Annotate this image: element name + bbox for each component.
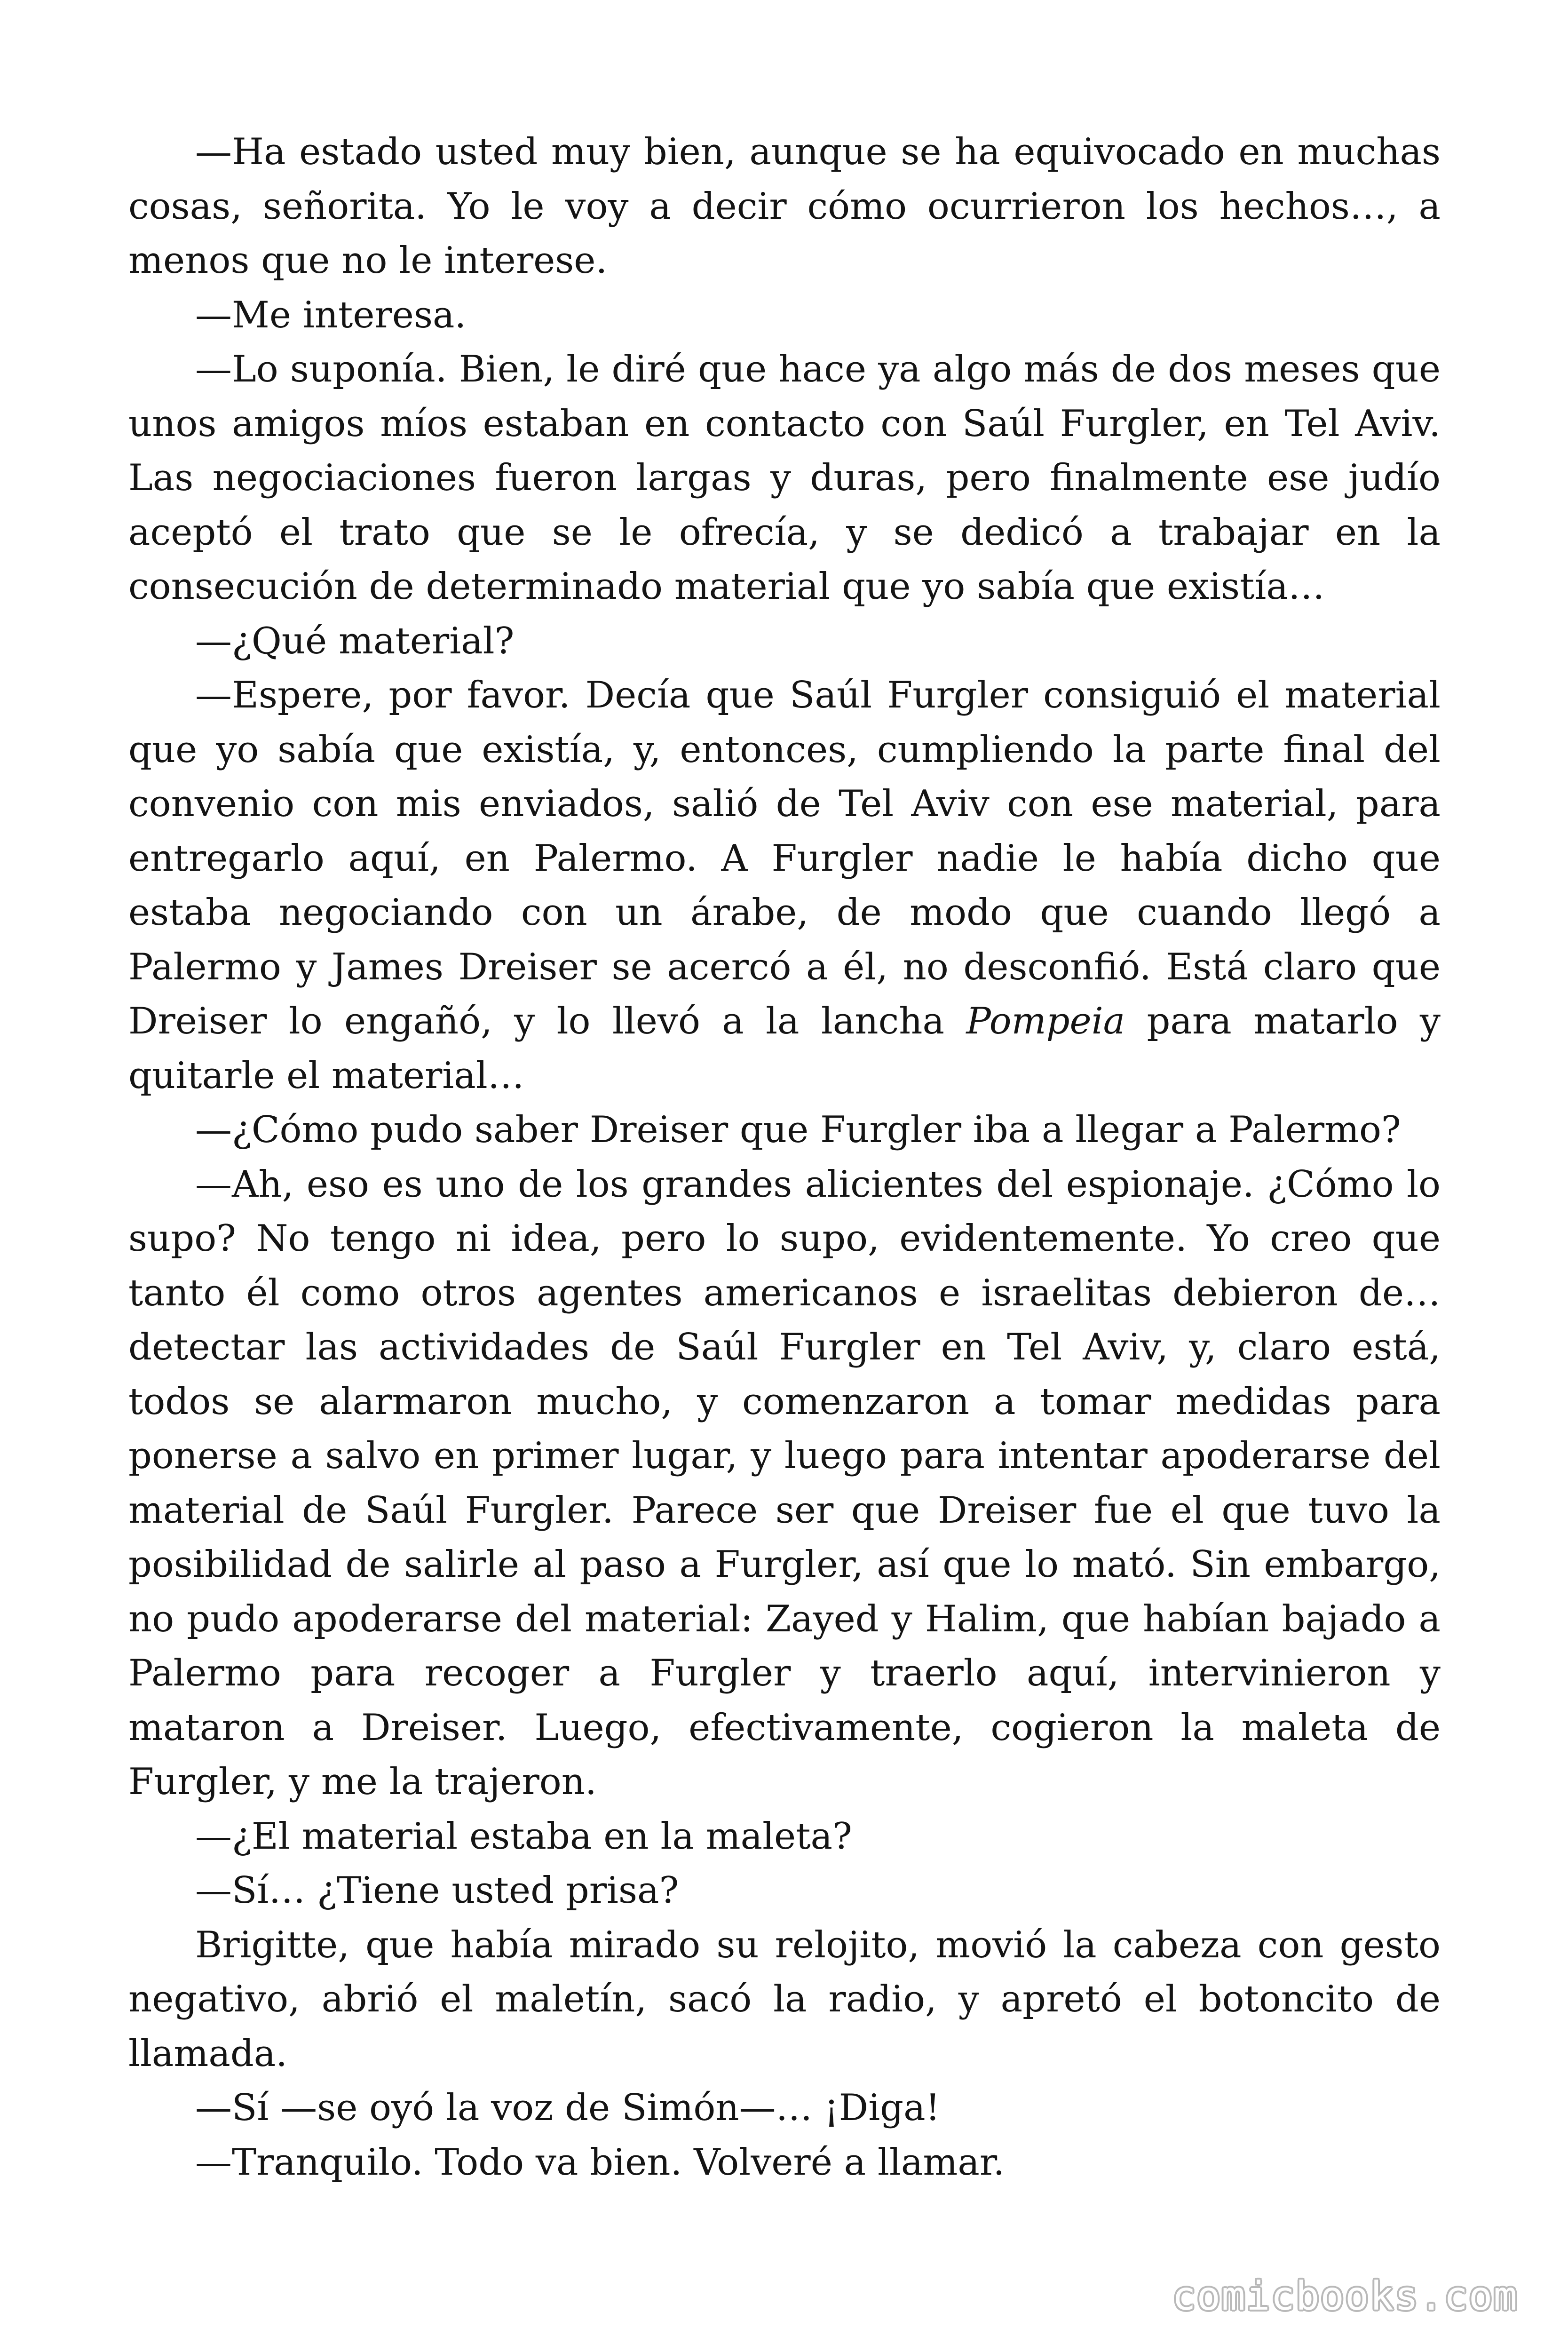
book-page xyxy=(128,125,1441,2190)
paragraph xyxy=(128,2081,1441,2136)
paragraph-text: —Sí… ¿Tiene usted prisa? xyxy=(195,1869,679,1912)
paragraph-text: —¿Qué material? xyxy=(195,620,515,662)
paragraph xyxy=(128,1158,1441,1810)
paragraph-text: para matarlo y quitarle el material… xyxy=(128,1000,1441,1097)
paragraph-text: —Ha estado usted muy bien, aunque se ha equivocado en muchas cosas, señorita. Yo le voy a decir cómo ocurrieron los hechos…, a menos que no le interese. xyxy=(128,131,1441,282)
paragraph xyxy=(128,1918,1441,2082)
paragraph-text: —Sí —se oyó la voz de Simón—… ¡Diga! xyxy=(195,2087,940,2129)
paragraph xyxy=(128,125,1441,288)
paragraph xyxy=(128,288,1441,343)
paragraph-text: —¿El material estaba en la maleta? xyxy=(195,1815,852,1858)
paragraph xyxy=(128,2136,1441,2190)
paragraph xyxy=(128,668,1441,1103)
paragraph-text: —Espere, por favor. Decía que Saúl Furgler consiguió el material que yo sabía que existía, y, entonces, cumpliendo la parte final del convenio con mis enviados, salió de Tel Aviv con ese material, para entregarlo aquí, en Palermo. A Furgler nadie le había dicho que estaba negociando con un árabe, de modo que cuando llegó a Palermo y James Dreiser se acercó a él, no desconfió. Está claro que Dreiser lo engañó, y lo llevó a la lancha xyxy=(128,674,1441,1042)
paragraph-text: —Ah, eso es uno de los grandes alicientes del espionaje. ¿Cómo lo supo? No tengo ni idea, pero lo supo, evidentemente. Yo creo que tanto él como otros agentes americanos e israelitas debieron de… detectar las actividades de Saúl Furgler en Tel Aviv, y, claro está, todos se alarmaron mucho, y comenzaron a tomar medidas para ponerse a salvo en primer lugar, y luego para intentar apoderarse del material de Saúl Furgler. Parece ser que Dreiser fue el que tuvo la posibilidad de salirle al paso a Furgler, así que lo mató. Sin embargo, no pudo apoderarse del material: Zayed y Halim, que habían bajado a Palermo para recoger a Furgler y traerlo aquí, intervinieron y mataron a Dreiser. Luego, efectivamente, cogieron la maleta de Furgler, y me la trajeron. xyxy=(128,1163,1441,1803)
paragraph xyxy=(128,342,1441,614)
paragraph-text: —¿Cómo pudo saber Dreiser que Furgler iba a llegar a Palermo? xyxy=(195,1109,1401,1151)
paragraph-text: —Lo suponía. Bien, le diré que hace ya algo más de dos meses que unos amigos míos estaban en contacto con Saúl Furgler, en Tel Aviv. Las negociaciones fueron largas y duras, pero finalmente ese judío aceptó el trato que se le ofrecía, y se dedicó a trabajar en la consecución de determinado material que yo sabía que existía… xyxy=(128,348,1441,608)
paragraph xyxy=(128,1103,1441,1158)
paragraph xyxy=(128,1810,1441,1864)
watermark: comicbooks.com xyxy=(1172,2273,1518,2319)
boat-name-italic: Pompeia xyxy=(966,1000,1125,1042)
paragraph-text: —Me interesa. xyxy=(195,294,467,336)
paragraph xyxy=(128,614,1441,669)
paragraph xyxy=(128,1864,1441,1918)
paragraph-text: Brigitte, que había mirado su relojito, movió la cabeza con gesto negativo, abrió el maletín, sacó la radio, y apretó el botoncito de llamada. xyxy=(128,1923,1441,2075)
paragraph-text: —Tranquilo. Todo va bien. Volveré a llamar. xyxy=(195,2141,1005,2184)
